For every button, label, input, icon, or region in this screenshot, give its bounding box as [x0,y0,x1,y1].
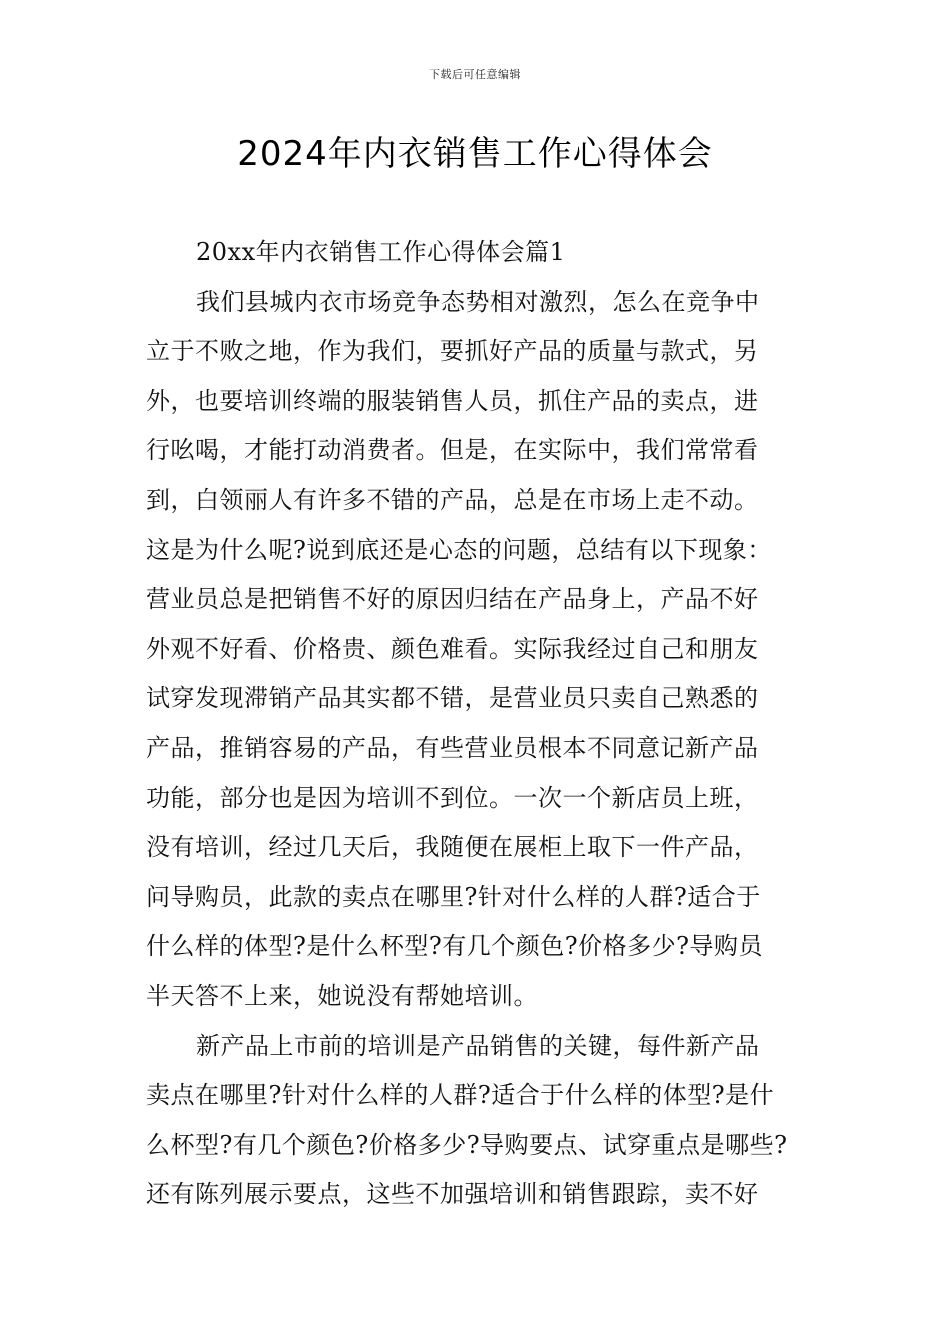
text-line: 没有培训，经过几天后，我随便在展柜上取下一件产品， [146,833,759,862]
text-line: 问导购员，此款的卖点在哪里?针对什么样的人群?适合于 [146,882,761,911]
text-line: 营业员总是把销售不好的原因归结在产品身上，产品不好 [146,585,759,614]
text-line: 我们县城内衣市场竞争态势相对激烈，怎么在竞争中 [196,287,760,316]
text-line: 卖点在哪里?针对什么样的人群?适合于什么样的体型?是什 [146,1081,775,1110]
text-line: 外，也要培训终端的服装销售人员，抓住产品的卖点，进 [146,386,759,415]
text-line: 什么样的体型?是什么杯型?有几个颜色?价格多少?导购员 [146,932,763,961]
header-note: 下载后可任意编辑 [429,68,521,81]
document-title: 2024年内衣销售工作心得体会 [237,134,713,174]
text-line: 还有陈列展示要点，这些不加强培训和销售跟踪，卖不好 [146,1180,759,1209]
paragraph-1 [146,278,828,1022]
text-line: 么杯型?有几个颜色?价格多少?导购要点、试穿重点是哪些? [146,1130,788,1159]
text-line: 外观不好看、价格贵、颜色难看。实际我经过自己和朋友 [146,634,759,663]
text-line: 到，白领丽人有许多不错的产品，总是在市场上走不动。 [146,485,759,514]
text-line: 行吆喝，才能打动消费者。但是，在实际中，我们常常看 [146,436,759,465]
document-body [146,228,828,1220]
text-line: 半天答不上来，她说没有帮她培训。 [146,981,538,1010]
section-heading: 20xx年内衣销售工作心得体会篇1 [196,238,566,266]
text-line: 功能，部分也是因为培训不到位。一次一个新店员上班， [146,783,759,812]
text-line: 产品，推销容易的产品，有些营业员根本不同意记新产品 [146,733,759,762]
paragraph-2 [146,1022,828,1220]
text-line: 立于不败之地，作为我们，要抓好产品的质量与款式，另 [146,337,759,366]
text-line: 新产品上市前的培训是产品销售的关键，每件新产品 [196,1031,760,1060]
text-line: 试穿发现滞销产品其实都不错，是营业员只卖自己熟悉的 [146,684,759,713]
text-line: 这是为什么呢?说到底还是心态的问题，总结有以下现象： [146,535,772,564]
